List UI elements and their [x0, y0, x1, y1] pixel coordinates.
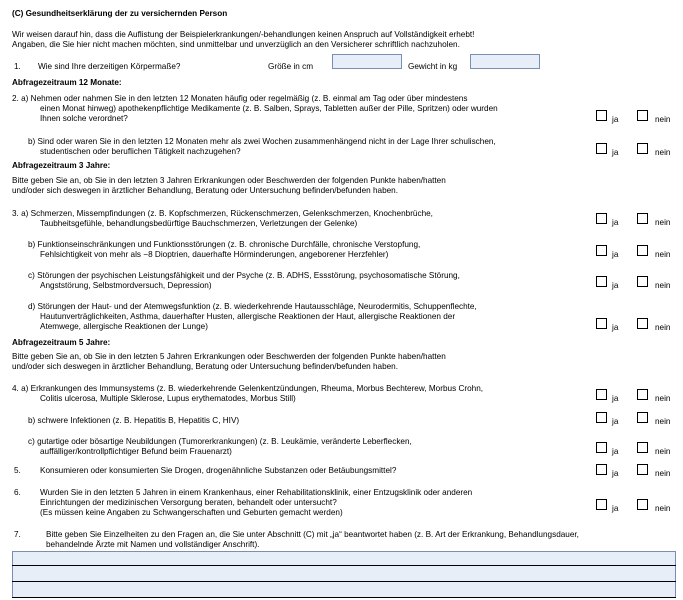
q3c-yes-checkbox[interactable]: [596, 276, 607, 287]
answer-line: [12, 565, 676, 566]
height-label: Größe in cm: [268, 62, 314, 71]
q6-yes-label: ja: [612, 504, 619, 513]
q2b-line-1: b) Sind oder waren Sie in den letzten 12 Monaten mehr als zwei Wochen zusammenhängend nicht in der Lage Ihrer schulischen,: [28, 137, 496, 146]
q3c-line-2: Angststörung, Selbstmordversuch, Depression): [40, 281, 212, 290]
intro-5-years-line-2: und/oder sich deswegen in ärztlicher Behandlung, Beratung oder Untersuchung befinden/befunden haben.: [12, 362, 398, 371]
q2b-no-label: nein: [655, 148, 671, 157]
q6-number: 6.: [14, 488, 21, 497]
q6-line-1: Wurden Sie in den letzten 5 Jahren in einem Krankenhaus, einer Rehabilitationsklinik, einer Entzugsklinik oder anderen: [40, 488, 473, 497]
q4a-yes-checkbox[interactable]: [596, 389, 607, 400]
period-5-years-heading: Abfragezeitraum 5 Jahre:: [12, 338, 111, 347]
q4a-line-1: 4. a) Erkrankungen des Immunsystems (z. B. wiederkehrende Gelenkentzündungen, Rheuma, Morbus Bechterew, Morbus Crohn,: [12, 384, 484, 393]
q5-no-label: nein: [655, 469, 671, 478]
q4a-line-2: Colitis ulcerosa, Multiple Sklerose, Lupus erythematodes, Morbus Still): [40, 394, 296, 403]
q2a-line-1: 2. a) Nehmen oder nahmen Sie in den letzten 12 Monaten häufig oder regelmäßig (z. B. einmal am Tag oder über mindestens: [12, 94, 468, 103]
q7-line-1: Bitte geben Sie Einzelheiten zu den Fragen an, die Sie unter Abschnitt (C) mit „ja“ beantwortet haben (z. B. Art der Erkrankung, Behandlungsdauer,: [46, 530, 579, 539]
q6-no-checkbox[interactable]: [637, 499, 648, 510]
q4a-no-label: nein: [655, 394, 671, 403]
q5-yes-label: ja: [612, 469, 619, 478]
q5-number: 5.: [14, 466, 21, 475]
q4c-yes-checkbox[interactable]: [596, 442, 607, 453]
q3a-line-2: Taubheitsgefühle, behandlungsbedürftige Bauchschmerzen, Verletzungen der Gelenke): [40, 219, 358, 228]
q4b-yes-checkbox[interactable]: [596, 412, 607, 423]
q3d-no-checkbox[interactable]: [637, 318, 648, 329]
weight-input[interactable]: [470, 54, 540, 69]
answer-line: [12, 581, 676, 582]
q6-yes-checkbox[interactable]: [596, 499, 607, 510]
weight-label: Gewicht in kg: [408, 62, 458, 71]
q3c-no-checkbox[interactable]: [637, 276, 648, 287]
intro-3-years-line-1: Bitte geben Sie an, ob Sie in den letzten 3 Jahren Erkrankungen oder Beschwerden der folgenden Punkte haben/hatten: [12, 176, 446, 185]
q2b-yes-checkbox[interactable]: [596, 143, 607, 154]
answer-line: [12, 597, 676, 598]
q3b-yes-checkbox[interactable]: [596, 245, 607, 256]
q3d-yes-checkbox[interactable]: [596, 318, 607, 329]
details-answer-area[interactable]: [12, 551, 676, 598]
q2a-line-2: einen Monat hinweg) apothekenpflichtige Medikamente (z. B. Salben, Sprays, Tabletten außer der Pille, Spritzen) oder wurden: [40, 104, 498, 113]
q4b-yes-label: ja: [612, 417, 619, 426]
period-3-years-heading: Abfragezeitraum 3 Jahre:: [12, 161, 111, 170]
intro-5-years-line-1: Bitte geben Sie an, ob Sie in den letzten 5 Jahren Erkrankungen oder Beschwerden der folgenden Punkte haben/hatten: [12, 352, 446, 361]
q4a-yes-label: ja: [612, 394, 619, 403]
q3b-no-label: nein: [655, 250, 671, 259]
q4b-no-label: nein: [655, 417, 671, 426]
q7-number: 7.: [14, 530, 21, 539]
q2a-no-checkbox[interactable]: [637, 110, 648, 121]
q3b-line-2: Fehlsichtigkeit von mehr als −8 Dioptrien, dauerhafte Hörminderungen, angeborener Herzfehler): [40, 250, 389, 259]
q4c-line-1: c) gutartige oder bösartige Neubildungen (Tumorerkrankungen) (z. B. Leukämie, veränderte Leberflecken,: [28, 437, 412, 446]
q5-no-checkbox[interactable]: [637, 464, 648, 475]
q6-no-label: nein: [655, 504, 671, 513]
q4c-no-checkbox[interactable]: [637, 442, 648, 453]
q3d-yes-label: ja: [612, 323, 619, 332]
q4c-yes-label: ja: [612, 447, 619, 456]
q7-line-2: behandelnde Ärzte mit Namen und vollständiger Anschrift).: [46, 540, 260, 549]
q2b-yes-label: ja: [612, 148, 619, 157]
q4a-no-checkbox[interactable]: [637, 389, 648, 400]
q6-line-3: (Es müssen keine Angaben zu Schwangerschaften und Geburten gemacht werden): [40, 508, 343, 517]
q3a-yes-label: ja: [612, 218, 619, 227]
intro-line-2: Angaben, die Sie hier nicht machen möchten, sind unmittelbar und unverzüglich an den Versicherer schriftlich nachzuholen.: [12, 40, 460, 49]
q4c-line-2: auffälliger/kontrollpflichtiger Befund beim Frauenarzt): [40, 447, 232, 456]
q3d-line-1: d) Störungen der Haut- und der Atemwegsfunktion (z. B. wiederkehrende Hautausschläge, Neurodermitis, Schuppenflechte,: [28, 302, 477, 311]
q2a-yes-checkbox[interactable]: [596, 110, 607, 121]
q6-line-2: Einrichtungen der medizinischen Versorgung beraten, behandelt oder untersucht?: [40, 498, 337, 507]
q5-yes-checkbox[interactable]: [596, 464, 607, 475]
q1-text: Wie sind Ihre derzeitigen Körpermaße?: [38, 62, 181, 71]
intro-3-years-line-2: und/oder sich deswegen in ärztlicher Behandlung, Beratung oder Untersuchung befinden/befunden haben.: [12, 186, 398, 195]
q3a-line-1: 3. a) Schmerzen, Missempfindungen (z. B. Kopfschmerzen, Rückenschmerzen, Gelenkschmerzen, Knochenbrüche,: [12, 209, 433, 218]
height-input[interactable]: [332, 54, 402, 69]
q2a-no-label: nein: [655, 115, 671, 124]
section-title: (C) Gesundheitserklärung der zu versichernden Person: [12, 9, 228, 18]
q3a-yes-checkbox[interactable]: [596, 213, 607, 224]
q4c-no-label: nein: [655, 447, 671, 456]
q3c-line-1: c) Störungen der psychischen Leistungsfähigkeit und der Psyche (z. B. ADHS, Essstörung, psychosomatische Störung,: [28, 271, 460, 280]
intro-line-1: Wir weisen darauf hin, dass die Auflistung der Beispielerkrankungen/-behandlungen keinen Anspruch auf Vollständigkeit erhebt!: [12, 30, 475, 39]
q4b-no-checkbox[interactable]: [637, 412, 648, 423]
q3b-line-1: b) Funktionseinschränkungen und Funktionsstörungen (z. B. chronische Durchfälle, chronische Verstopfung,: [28, 240, 421, 249]
q3d-line-2: Hautunverträglichkeiten, Asthma, dauerhafter Husten, allergische Reaktionen der Haut, allergische Reaktionen der: [40, 312, 456, 321]
q2a-line-3: Ihnen solche verordnet?: [40, 114, 128, 123]
q2a-yes-label: ja: [612, 115, 619, 124]
q4b-line-1: b) schwere Infektionen (z. B. Hepatitis B, Hepatitis C, HIV): [28, 416, 240, 425]
q3a-no-checkbox[interactable]: [637, 213, 648, 224]
period-12-months-heading: Abfragezeitraum 12 Monate:: [12, 78, 122, 87]
q3c-no-label: nein: [655, 281, 671, 290]
q3b-yes-label: ja: [612, 250, 619, 259]
q5-text: Konsumieren oder konsumierten Sie Drogen, drogenähnliche Substanzen oder Betäubungsmittel?: [40, 466, 397, 475]
q3c-yes-label: ja: [612, 281, 619, 290]
q1-number: 1.: [14, 62, 21, 71]
q3d-line-3: Atemwege, allergische Reaktionen der Lunge): [40, 322, 208, 331]
q3d-no-label: nein: [655, 323, 671, 332]
q3a-no-label: nein: [655, 218, 671, 227]
q2b-line-2: studentischen oder beruflichen Tätigkeit nachzugehen?: [40, 147, 241, 156]
q3b-no-checkbox[interactable]: [637, 245, 648, 256]
q2b-no-checkbox[interactable]: [637, 143, 648, 154]
